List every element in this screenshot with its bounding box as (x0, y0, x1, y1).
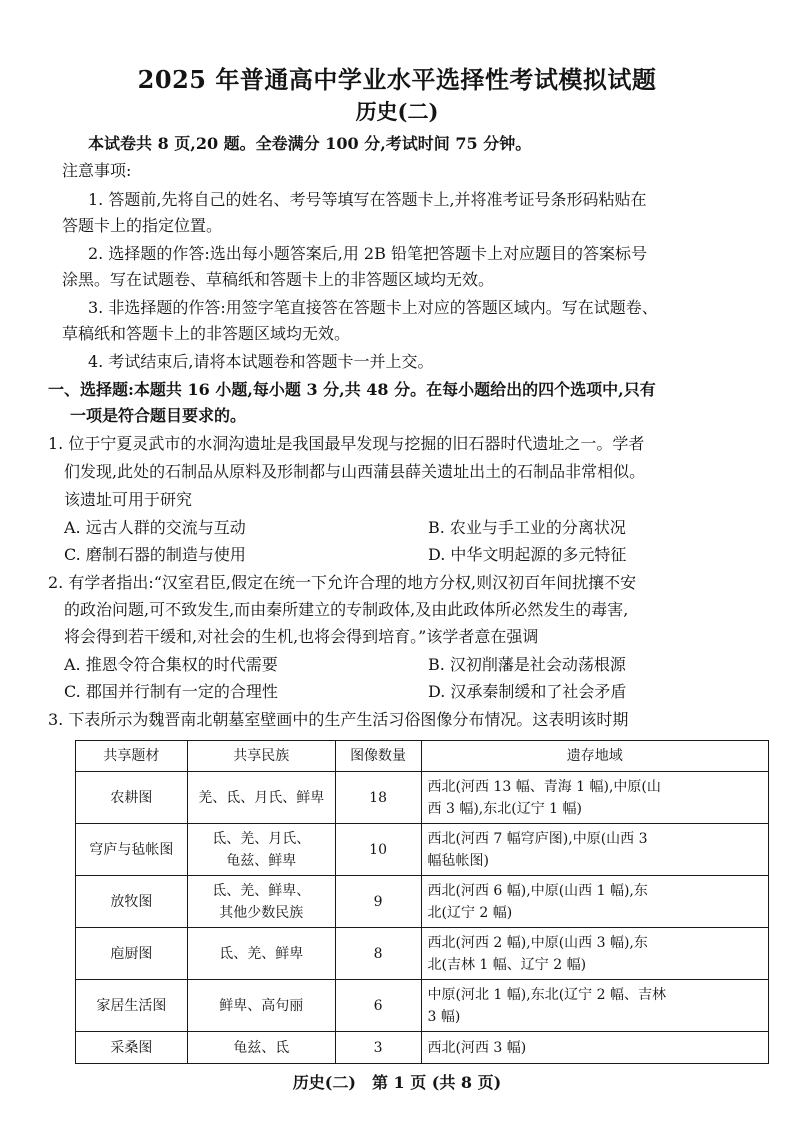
section-heading: 一、选择题:本题共 16 小题,每小题 3 分,共 48 分。在每小题给出的四个选项中,只有 (48, 380, 656, 399)
cell-line: 西北(河西 3 幅) (427, 1039, 527, 1056)
cell-line: 龟兹、氐 (233, 1039, 290, 1056)
mural-distribution-table (75, 740, 769, 1064)
exam-info: 本试卷共 8 页,20 题。全卷满分 100 分,考试时间 75 分钟。 (88, 134, 532, 153)
cell-region (421, 1032, 768, 1064)
cell-line: 鲜卑、高句丽 (219, 997, 304, 1014)
table-row (76, 980, 769, 1032)
notice-heading: 注意事项: (62, 161, 132, 180)
page-footer: 历史(二) 第 1 页 (共 8 页) (292, 1073, 502, 1092)
cell-peoples (187, 980, 335, 1032)
question-2-option-c: C. 郡国并行制有一定的合理性 (64, 682, 278, 701)
question-1-option-d: D. 中华文明起源的多元特征 (428, 545, 627, 564)
question-2-option-b: B. 汉初削藩是社会动荡根源 (428, 655, 626, 674)
notice-line: 4. 考试结束后,请将本试题卷和答题卡一并上交。 (88, 352, 434, 371)
cell-region (421, 928, 768, 980)
cell-line: 幅毡帐图) (427, 852, 489, 869)
notice-line: 2. 选择题的作答:选出每小题答案后,用 2B 铅笔把答题卡上对应题目的答案标号 (88, 244, 647, 263)
table-row (76, 928, 769, 980)
table-row (76, 824, 769, 876)
question-1-stem: 该遗址可用于研究 (64, 490, 193, 509)
exam-title: 2025 年普通高中学业水平选择性考试模拟试题 (137, 65, 657, 94)
cell-line: 氐、羌、月氏、 (212, 830, 311, 847)
question-1-option-b: B. 农业与手工业的分离状况 (428, 518, 626, 537)
cell-count: 18 (335, 772, 421, 824)
cell-peoples (187, 1032, 335, 1064)
cell-subject: 农耕图 (76, 772, 188, 824)
notice-line: 答题卡上的指定位置。 (62, 216, 223, 235)
cell-peoples (187, 876, 335, 928)
cell-peoples (187, 824, 335, 876)
column-header: 图像数量 (335, 741, 421, 772)
cell-peoples (187, 928, 335, 980)
cell-line: 其他少数民族 (219, 904, 304, 921)
question-1-option-a: A. 远古人群的交流与互动 (64, 518, 246, 537)
column-header: 遗存地域 (421, 741, 768, 772)
cell-subject: 采桑图 (76, 1032, 188, 1064)
exam-subject: 历史(二) (355, 99, 439, 124)
question-1-stem: 们发现,此处的石制品从原料及形制都与山西蒲县薛关遗址出土的石制品非常相似。 (64, 462, 646, 481)
cell-line: 北(辽宁 2 幅) (427, 904, 513, 921)
column-header: 共享民族 (187, 741, 335, 772)
section-heading-cont: 一项是符合题目要求的。 (70, 406, 247, 425)
cell-line: 氐、羌、鲜卑 (219, 945, 304, 962)
question-2-option-d: D. 汉承秦制缓和了社会矛盾 (428, 682, 627, 701)
cell-count: 6 (335, 980, 421, 1032)
question-1-option-c: C. 磨制石器的制造与使用 (64, 545, 246, 564)
cell-count: 10 (335, 824, 421, 876)
cell-subject: 家居生活图 (76, 980, 188, 1032)
notice-line: 草稿纸和答题卡上的非答题区域均无效。 (62, 324, 351, 343)
table-row (76, 1032, 769, 1064)
notice-line: 1. 答题前,先将自己的姓名、考号等填写在答题卡上,并将准考证号条形码粘贴在 (88, 190, 647, 209)
notice-line: 涂黑。写在试题卷、草稿纸和答题卡上的非答题区域均无效。 (62, 270, 495, 289)
question-2-stem: 2. 有学者指出:“汉室君臣,假定在统一下允许合理的地方分权,则汉初百年间扰攘不安 (48, 573, 637, 592)
question-1-stem: 1. 位于宁夏灵武市的水洞沟遗址是我国最早发现与挖掘的旧石器时代遗址之一。学者 (48, 434, 645, 453)
question-2-stem: 的政治问题,可不致发生,而由秦所建立的专制政体,及由此政体所必然发生的毒害, (64, 600, 629, 619)
cell-count: 9 (335, 876, 421, 928)
cell-region (421, 772, 768, 824)
cell-line: 氐、羌、鲜卑、 (212, 882, 311, 899)
cell-region (421, 876, 768, 928)
question-2-option-a: A. 推恩令符合集权的时代需要 (64, 655, 278, 674)
cell-line: 中原(河北 1 幅),东北(辽宁 2 幅、吉林 (427, 986, 666, 1003)
cell-count: 3 (335, 1032, 421, 1064)
table-header-row (76, 741, 769, 772)
cell-line: 3 幅) (427, 1008, 461, 1025)
cell-subject: 穹庐与毡帐图 (76, 824, 188, 876)
cell-region (421, 980, 768, 1032)
cell-line: 西北(河西 7 幅穹庐图),中原(山西 3 (427, 830, 648, 847)
question-2-stem: 将会得到若干缓和,对社会的生机,也将会得到培育。”该学者意在强调 (64, 627, 539, 646)
cell-subject: 放牧图 (76, 876, 188, 928)
cell-line: 西北(河西 6 幅),中原(山西 1 幅),东 (427, 882, 648, 899)
cell-line: 西 3 幅),东北(辽宁 1 幅) (427, 800, 582, 817)
cell-line: 北(吉林 1 幅、辽宁 2 幅) (427, 956, 587, 973)
cell-subject: 庖厨图 (76, 928, 188, 980)
notice-line: 3. 非选择题的作答:用签字笔直接答在答题卡上对应的答题区域内。写在试题卷、 (88, 298, 658, 317)
column-header: 共享题材 (76, 741, 188, 772)
table-row (76, 876, 769, 928)
question-3-stem: 3. 下表所示为魏晋南北朝墓室壁画中的生产生活习俗图像分布情况。这表明该时期 (48, 710, 629, 729)
cell-peoples (187, 772, 335, 824)
table-row (76, 772, 769, 824)
cell-line: 羌、氐、月氏、鲜卑 (198, 789, 325, 806)
cell-line: 西北(河西 13 幅、青海 1 幅),中原(山 (427, 778, 661, 795)
cell-line: 西北(河西 2 幅),中原(山西 3 幅),东 (427, 934, 648, 951)
cell-line: 龟兹、鲜卑 (226, 852, 297, 869)
cell-region (421, 824, 768, 876)
cell-count: 8 (335, 928, 421, 980)
